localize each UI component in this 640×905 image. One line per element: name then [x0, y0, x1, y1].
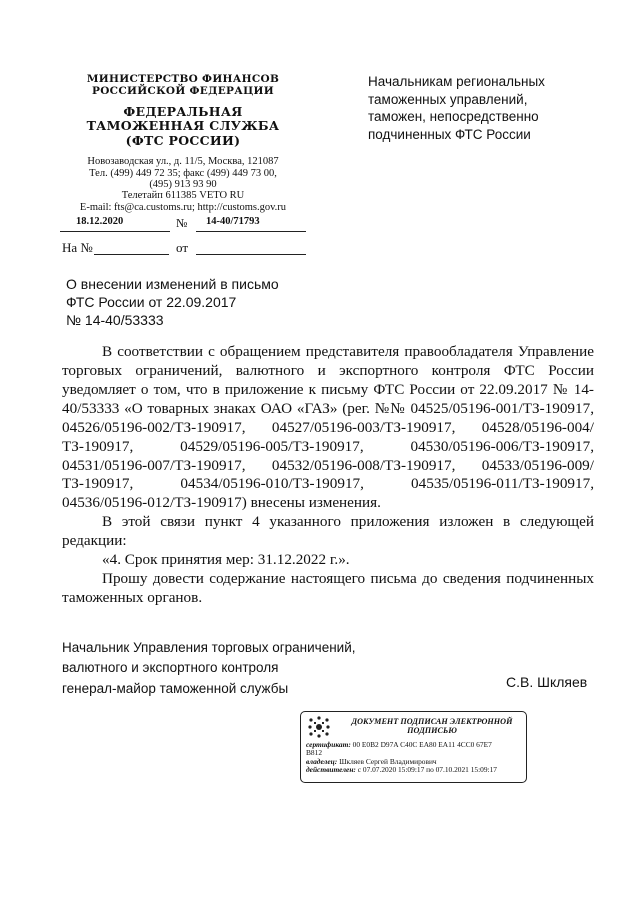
signer-name: С.В. Шкляев: [506, 674, 588, 690]
address-line-3: (495) 913 93 90: [149, 178, 217, 190]
stamp-title-line-1: ДОКУМЕНТ ПОДПИСАН ЭЛЕКТРОННОЙ: [351, 717, 513, 726]
stamp-validity: [306, 766, 522, 774]
certificate-value: 00 E0B2 D97A C40C EA80 EA11 4CC0 67E7: [352, 740, 492, 749]
body-paragraph-3: «4. Срок принятия мер: 31.12.2022 г.».: [102, 551, 350, 569]
stamp-title: [339, 717, 525, 736]
ministry-line-2: РОССИЙСКОЙ ФЕДЕРАЦИИ: [92, 84, 274, 97]
subject-line-1: О внесении изменений в письмо: [66, 276, 279, 292]
signature-line-2: валютного и экспортного контроля: [62, 660, 279, 676]
addressee-line-3: таможен, непосредственно: [368, 109, 539, 125]
reference-underline: [94, 254, 169, 255]
signature-line-3: генерал-майор таможенной службы: [62, 680, 289, 696]
address-line-5: E-mail: fts@ca.customs.ru; http://customs.gov.ru: [79, 201, 287, 213]
stamp-certificate: [306, 741, 522, 749]
registration-number-label: №: [176, 216, 188, 230]
letter-subject: [66, 275, 326, 330]
stamp-title-line-2: ПОДПИСЬЮ: [407, 726, 457, 736]
certificate-label: сертификат:: [306, 740, 351, 749]
validity-label: действителен:: [306, 764, 356, 774]
service-line-1: ФЕДЕРАЛЬНАЯ: [123, 104, 243, 120]
body-paragraph-2: В этой связи пункт 4 указанного приложения изложен в следующей редакции:: [62, 513, 594, 550]
reference-label: На №: [62, 240, 93, 255]
signature-block: [62, 638, 356, 699]
address-line-1: Новозаводская ул., д. 11/5, Москва, 121087: [87, 156, 279, 168]
addressee-line-1: Начальникам региональных: [368, 74, 545, 89]
subject-line-3: № 14-40/53333: [66, 312, 164, 329]
validity-value: с 07.07.2020 15:09:17 по 07.10.2021 15:09:17: [357, 764, 497, 774]
owner-label: владелец:: [306, 756, 338, 766]
electronic-signature-stamp: [300, 711, 527, 783]
number-underline: [196, 231, 306, 232]
address-line-4: Телетайп 611385 VETO RU: [121, 190, 245, 202]
reference-from-underline: [196, 254, 306, 255]
owner-value: Шкляев Сергей Владимирович: [339, 756, 437, 766]
sender-header: [60, 74, 306, 213]
sender-address: [60, 156, 306, 213]
service-line-3: (ФТС РОССИИ): [125, 132, 241, 148]
date-underline: [60, 231, 170, 232]
addressee-line-2: таможенных управлений,: [368, 91, 528, 107]
certificate-value-cont: B812: [306, 748, 323, 758]
subject-line-2: ФТС России от 22.09.2017: [66, 294, 237, 311]
stamp-details: [306, 741, 522, 774]
signature-line-1: Начальник Управления торговых ограничений,: [62, 640, 356, 655]
addressee-line-4: подчиненных ФТС России: [368, 126, 531, 142]
ministry-line-1: МИНИСТЕРСТВО ФИНАНСОВ: [86, 73, 280, 85]
address-line-2: Тел. (499) 449 72 35; факс (499) 449 73 00,: [89, 167, 277, 179]
body-paragraph-4: Прошу довести содержание настоящего письма до сведения подчиненных таможенных органов.: [62, 570, 594, 606]
body-paragraph-1: В соответствии с обращением представителя правообладателя Управление торговых ограничений, валютного и экспортного контроля ФТС России уведомляет о том, что в приложение к письму ФТС России от 22.09.2017 № 14-40/53333 «О товарных знаках ОАО «ГАЗ» (рег. №№ 04525/05196-001/ТЗ-190917, 04526/05196-002/ТЗ-190917, 04527/05196-003/ТЗ-190917, 04528/05196-004/ТЗ-190917, 04529/05196-005/ТЗ-190917, 04530/05196-006/ТЗ-190917, 04531/05196-007/ТЗ-190917, 04532/05196-008/ТЗ-190917, 04533/05196-009/ТЗ-190917, 04534/05196-010/ТЗ-190917, 04535/05196-011/ТЗ-190917, 04536/05196-012/ТЗ-190917) внесены изменения.: [62, 343, 594, 512]
service-line-2: ТАМОЖЕННАЯ СЛУЖБА: [86, 118, 280, 134]
letter-body: [62, 343, 594, 608]
service-name: [60, 105, 306, 148]
registration-date: 18.12.2020: [76, 216, 124, 227]
ministry-name: [60, 74, 306, 97]
reference-from-label: от: [176, 240, 189, 255]
registration-number: 14-40/71793: [206, 216, 260, 227]
emblem-icon: [307, 715, 331, 739]
addressee: [368, 73, 588, 143]
